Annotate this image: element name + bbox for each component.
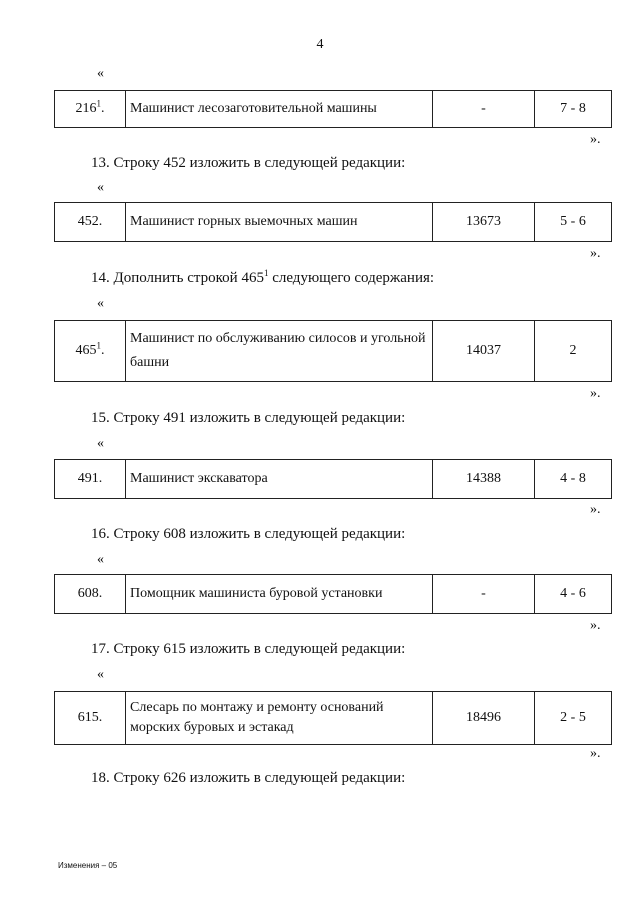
- profession-name: Машинист по обслуживанию силосов и угольной башни: [126, 321, 433, 382]
- grade-range: 5 - 6: [535, 203, 612, 242]
- instruction-text: 14. Дополнить строкой $465^1$ следующего содержания:: [91, 268, 435, 286]
- amendment-row-table: [54, 691, 612, 745]
- row-number: $465^1$.: [55, 321, 126, 382]
- grade-range: 4 - 8: [535, 460, 612, 499]
- quote-open: «: [97, 180, 104, 195]
- profession-code: -: [433, 91, 535, 128]
- profession-code: 13673: [433, 203, 535, 242]
- amendment-row-table: [54, 459, 612, 499]
- grade-range: 4 - 6: [535, 575, 612, 614]
- row-number: $216^1$.: [55, 91, 126, 128]
- footer-label: Изменения – 05: [58, 861, 118, 870]
- profession-name: Помощник машиниста буровой установки: [126, 575, 433, 614]
- quote-close: ».: [590, 246, 601, 261]
- profession-name: Слесарь по монтажу и ремонту оснований морских буровых и эстакад: [126, 692, 433, 745]
- table-row: [55, 321, 612, 382]
- quote-open: «: [97, 66, 104, 81]
- grade-range: 7 - 8: [535, 91, 612, 128]
- amendment-row-table: [54, 90, 612, 128]
- instruction-text: 15. Строку 491 изложить в следующей редакции:: [91, 410, 406, 426]
- quote-close: ».: [590, 502, 601, 517]
- table-row: [55, 460, 612, 499]
- quote-open: «: [97, 552, 104, 567]
- table-row: [55, 203, 612, 242]
- row-number: 615.: [55, 692, 126, 745]
- grade-range: 2 - 5: [535, 692, 612, 745]
- instruction-text: 17. Строку 615 изложить в следующей редакции:: [91, 641, 406, 657]
- row-number: 608.: [55, 575, 126, 614]
- quote-close: ».: [590, 618, 601, 633]
- page-number: 4: [316, 37, 324, 52]
- table-row: [55, 692, 612, 745]
- row-number: 452.: [55, 203, 126, 242]
- profession-code: 14388: [433, 460, 535, 499]
- row-number: 491.: [55, 460, 126, 499]
- grade-range: 2: [535, 321, 612, 382]
- quote-open: «: [97, 436, 104, 451]
- quote-close: ».: [590, 746, 601, 761]
- profession-code: -: [433, 575, 535, 614]
- quote-close: ».: [590, 386, 601, 401]
- profession-name: Машинист экскаватора: [126, 460, 433, 499]
- profession-name: Машинист горных выемочных машин: [126, 203, 433, 242]
- profession-code: 14037: [433, 321, 535, 382]
- table-row: [55, 91, 612, 128]
- table-row: [55, 575, 612, 614]
- profession-name: Машинист лесозаготовительной машины: [126, 91, 433, 128]
- instruction-text: 16. Строку 608 изложить в следующей редакции:: [91, 526, 406, 542]
- instruction-text: 18. Строку 626 изложить в следующей редакции:: [91, 770, 406, 786]
- amendment-row-table: [54, 202, 612, 242]
- instruction-text: 13. Строку 452 изложить в следующей редакции:: [91, 155, 406, 171]
- amendment-row-table: [54, 320, 612, 382]
- amendment-row-table: [54, 574, 612, 614]
- quote-open: «: [97, 667, 104, 682]
- profession-code: 18496: [433, 692, 535, 745]
- quote-open: «: [97, 296, 104, 311]
- quote-close: ».: [590, 132, 601, 147]
